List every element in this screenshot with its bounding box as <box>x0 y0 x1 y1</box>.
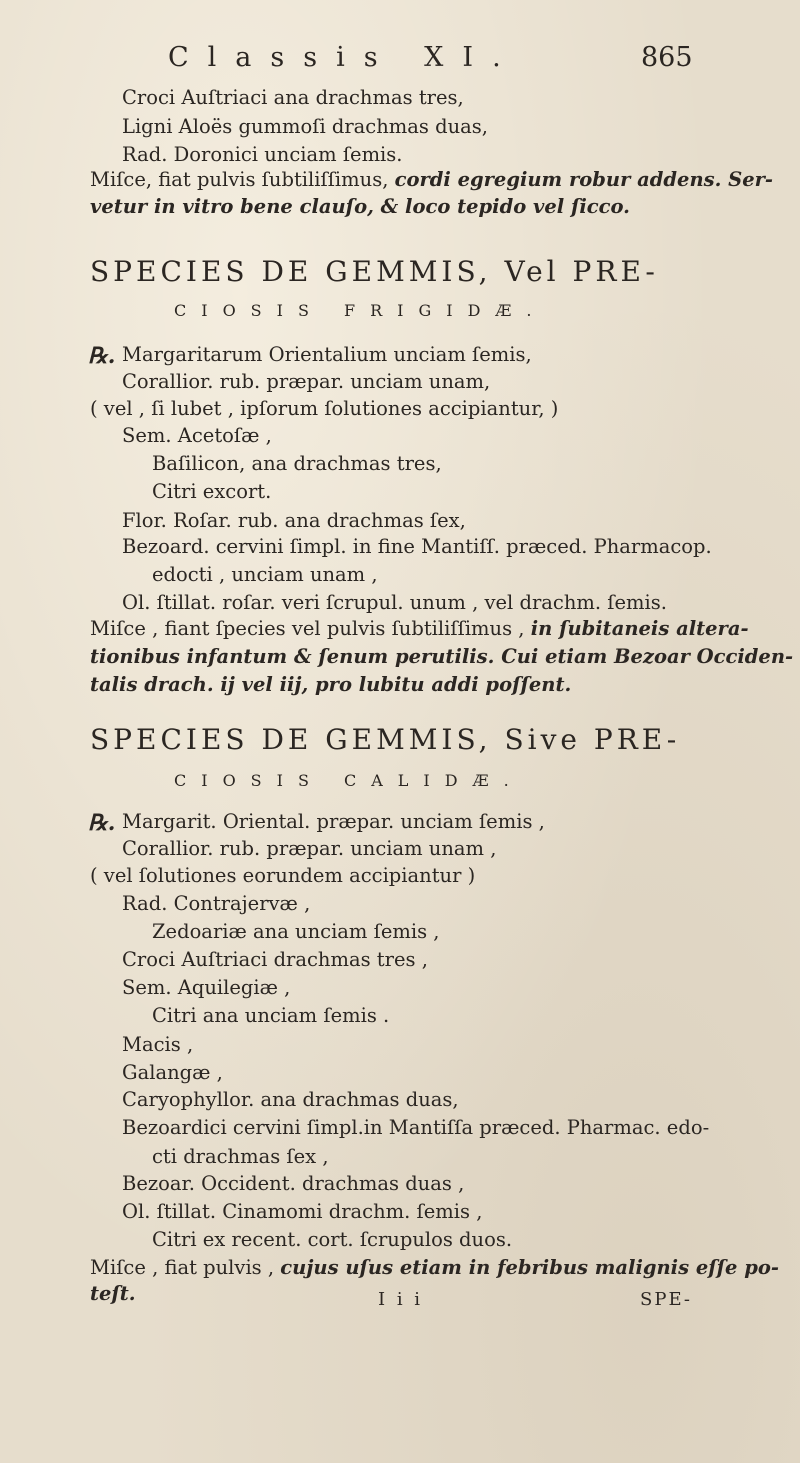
section-title: SPECIES DE GEMMIS, Sive PRE- <box>90 723 681 756</box>
ingredient-line: Baſilicon, ana drachmas tres, <box>152 452 442 475</box>
ingredient-line: Margarit. Oriental. præpar. unciam ſemis , <box>122 810 545 833</box>
ingredient-line: Rad. Doronici unciam ſemis. <box>122 143 403 166</box>
ingredient-line: Ol. ſtillat. Cinamomi drachm. ſemis , <box>122 1200 483 1223</box>
misce-instruction <box>90 1258 779 1278</box>
ingredient-line: Citri ex recent. cort. ſcrupulos duos. <box>152 1228 513 1251</box>
misce-continuation: talis drach. ij vel iij, pro lubitu addi poſſent. <box>90 673 572 696</box>
ingredient-line: Croci Auſtriaci drachmas tres , <box>122 948 428 971</box>
ingredient-line: Bezoardici cervini ſimpl.in Mantiſſa præced. Pharmac. edo- <box>122 1116 710 1139</box>
ingredient-line: Sem. Aquilegiæ , <box>122 976 291 999</box>
misce-continuation: tionibus infantum & ſenum perutilis. Cui etiam Bezoar Occiden- <box>90 645 794 668</box>
ingredient-line: Citri excort. <box>152 480 272 503</box>
ingredient-line: Ligni Aloës gummoſi drachmas duas, <box>122 115 488 138</box>
ingredient-line: Flor. Roſar. rub. ana drachmas ſex, <box>122 509 466 532</box>
ingredient-line: cti drachmas ſex , <box>152 1145 329 1168</box>
ingredient-line: Rad. Contrajervæ , <box>122 892 311 915</box>
ingredient-line: Bezoar. Occident. drachmas duas , <box>122 1172 465 1195</box>
misce-continuation: vetur in vitro bene clauſo, & loco tepido vel ſicco. <box>90 195 630 218</box>
ingredient-line: Macis , <box>122 1033 194 1056</box>
misce-italic: in ſubitaneis altera- <box>530 617 749 640</box>
ingredient-line: edocti , unciam unam , <box>152 563 378 586</box>
misce-lead: Miſce , fiat pulvis , <box>90 1256 281 1279</box>
running-title: Classis XI. <box>168 42 520 73</box>
misce-continuation: teſt. <box>90 1282 136 1305</box>
section-subtitle: CIOSIS CALIDÆ. <box>174 771 524 790</box>
misce-italic: cordi egregium robur addens. Ser- <box>394 168 774 191</box>
catchword: SPE- <box>640 1289 692 1310</box>
misce-lead: Miſce, fiat pulvis ſubtiliſſimus, <box>90 168 395 191</box>
recipe-symbol: ℞. <box>88 810 116 836</box>
ingredient-line: Galangæ , <box>122 1061 223 1084</box>
misce-italic: cujus uſus etiam in febribus malignis eſſe po- <box>280 1256 779 1279</box>
misce-instruction <box>90 619 749 639</box>
signature-mark: I i i <box>378 1289 424 1310</box>
ingredient-line: Croci Auſtriaci ana drachmas tres, <box>122 86 464 109</box>
ingredient-line: Caryophyllor. ana drachmas duas, <box>122 1088 459 1111</box>
ingredient-line: Corallior. rub. præpar. unciam unam, <box>122 370 491 393</box>
recipe-symbol: ℞. <box>88 343 116 369</box>
misce-instruction <box>90 170 773 190</box>
ingredient-line: Sem. Acetoſæ , <box>122 424 272 447</box>
ingredient-line: Ol. ſtillat. roſar. veri ſcrupul. unum , vel drachm. ſemis. <box>122 591 667 614</box>
section-subtitle: CIOSIS FRIGIDÆ. <box>174 301 547 320</box>
section-title: SPECIES DE GEMMIS, Vel PRE- <box>90 255 659 288</box>
ingredient-line: Zedoariæ ana unciam ſemis , <box>152 920 440 943</box>
page-number: 865 <box>641 42 693 73</box>
ingredient-line: Margaritarum Orientalium unciam ſemis, <box>122 343 532 366</box>
ingredient-line: Bezoard. cervini ſimpl. in fine Mantiſſ. præced. Pharmacop. <box>122 535 712 558</box>
ingredient-line: Corallior. rub. præpar. unciam unam , <box>122 837 497 860</box>
misce-lead: Miſce , fiant ſpecies vel pulvis ſubtiliſſimus , <box>90 617 531 640</box>
ingredient-line: ( vel ſolutiones eorundem accipiantur ) <box>90 864 476 887</box>
ingredient-line: ( vel , ſi lubet , ipſorum ſolutiones accipiantur, ) <box>90 397 559 420</box>
ingredient-line: Citri ana unciam ſemis . <box>152 1004 390 1027</box>
